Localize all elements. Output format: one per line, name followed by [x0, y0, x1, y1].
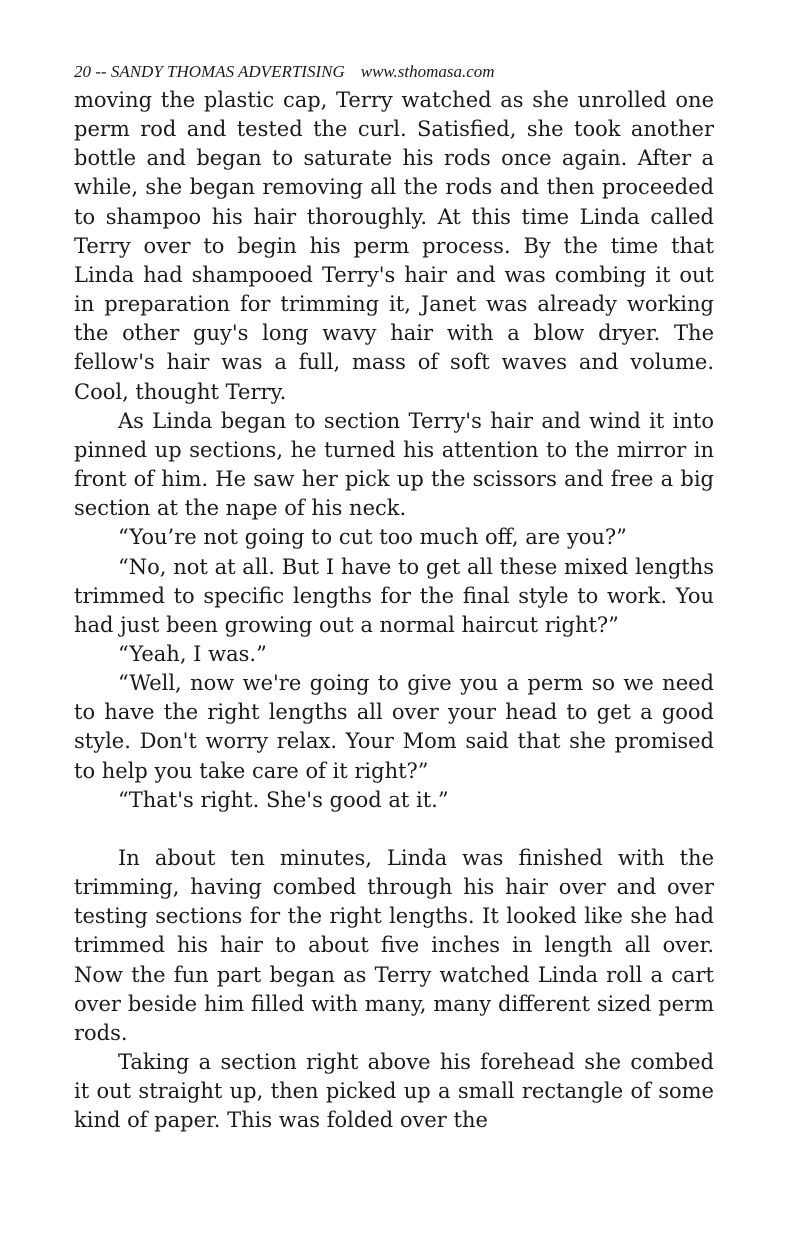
header-page-title: 20 -- SANDY THOMAS ADVERTISING [74, 62, 345, 81]
paragraph: Taking a section right above his forehead she combed it out straight up, then picked up a small rectangle of some kind of paper. This was folded over the [74, 1050, 714, 1133]
dialogue-line: “That's right. She's good at it.” [118, 787, 449, 812]
running-header [74, 60, 714, 84]
dialogue-line: “Yeah, I was.” [118, 641, 267, 666]
paragraph: moving the plastic cap, Terry watched as she unrolled one perm rod and tested the curl. Satisfied, she took another bottle and began to saturate his rods once again. After a while, she began removing all the rods and then proceeded to shampoo his hair thoroughly. At this time Linda called Terry over to begin his perm process. By the time that Linda had shampooed Terry's hair and was combing it out in preparation for trimming it, Janet was already working the other guy's long wavy hair with a blow dryer. The fellow's hair was a full, mass of soft waves and volume. Cool, thought Terry. [74, 88, 714, 404]
dialogue-line: “You’re not going to cut too much off, are you?” [118, 525, 627, 550]
paragraph: In about ten minutes, Linda was finished with the trimming, having combed through his hair over and over testing sections for the right lengths. It looked like she had trimmed his hair to about five inches in length all over. Now the fun part began as Terry watched Linda roll a cart over beside him filled with many, many different sized perm rods. [74, 845, 714, 1045]
header-url: www.sthomasa.com [360, 62, 495, 81]
book-page [74, 60, 714, 1135]
body-text [74, 86, 714, 1135]
dialogue-line: “Well, now we're going to give you a perm so we need to have the right lengths all over your head to get a good style. Don't worry relax. Your Mom said that she promised to help you take care of it right?” [74, 671, 714, 783]
paragraph: As Linda began to section Terry's hair and wind it into pinned up sections, he turned his attention to the mirror in front of him. He saw her pick up the scissors and free a big section at the nape of his neck. [74, 408, 714, 521]
dialogue-line: “No, not at all. But I have to get all these mixed lengths trimmed to specific lengths for the final style to work. You had just been growing out a normal haircut right?” [74, 554, 714, 637]
